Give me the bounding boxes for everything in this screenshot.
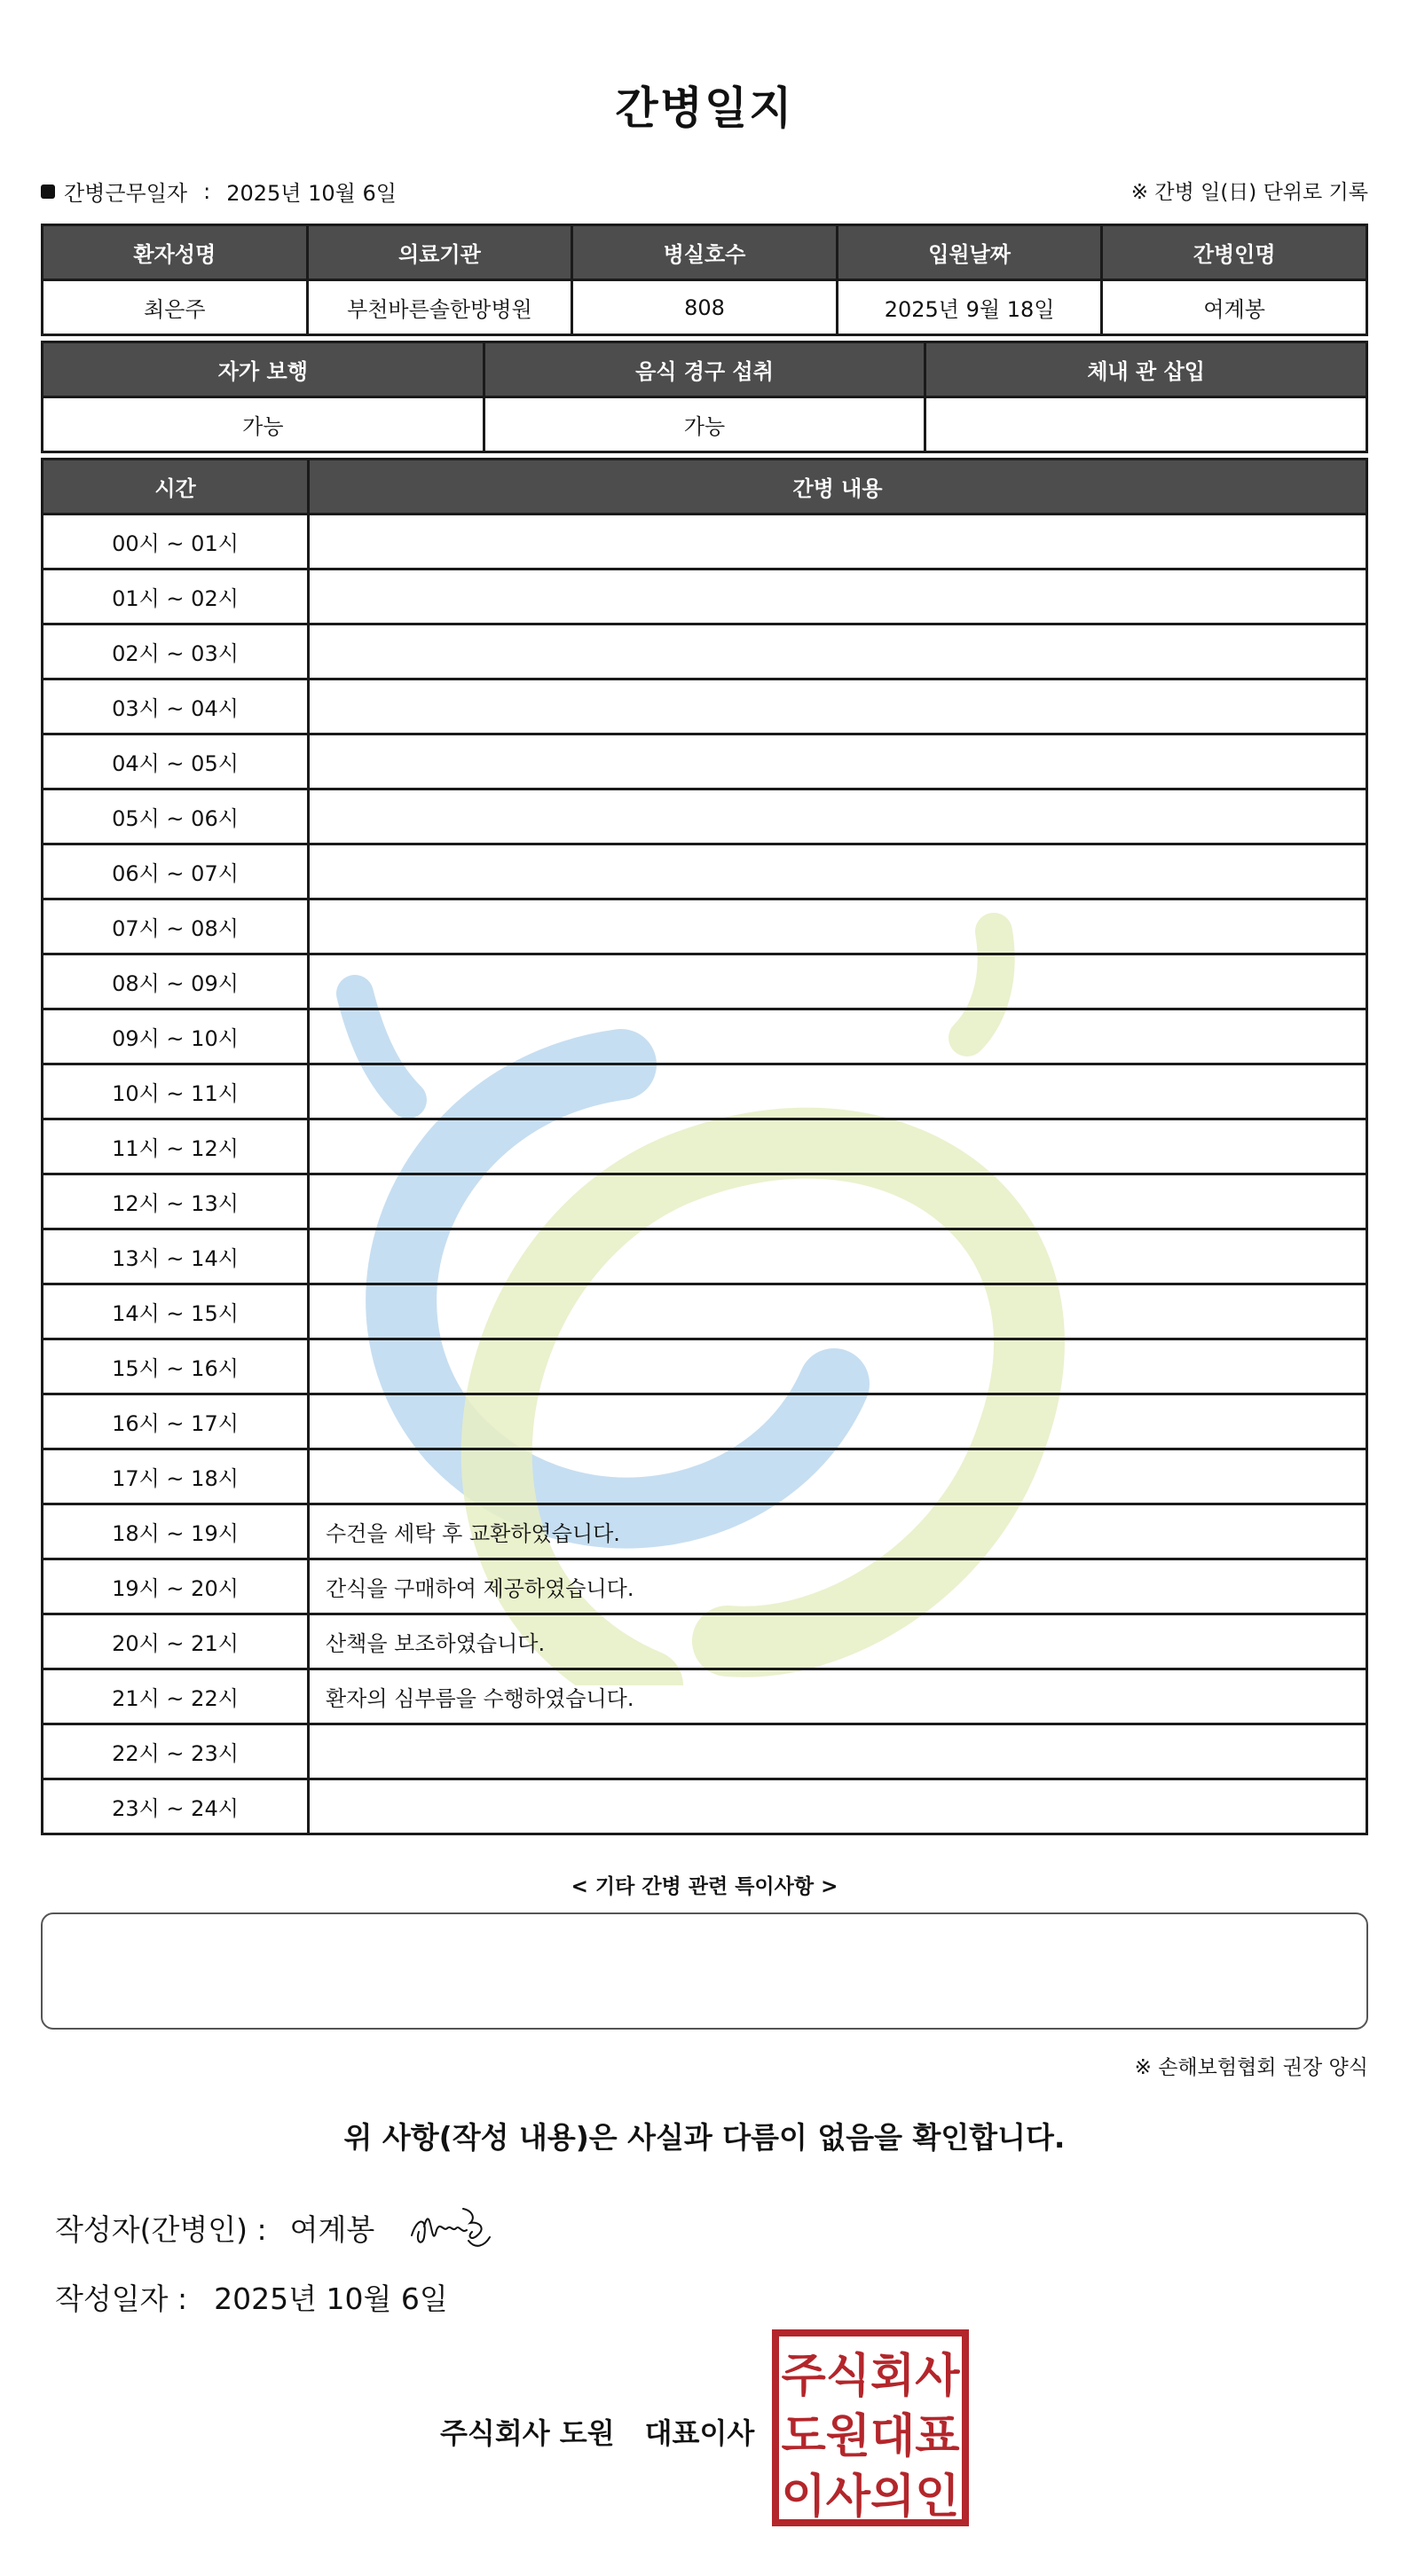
log-time: 06시 ~ 07시 [43,844,309,899]
log-row [43,1779,1367,1834]
patient-info-table [41,224,1368,336]
log-time: 23시 ~ 24시 [43,1779,309,1834]
log-content: 산책을 보조하였습니다. [309,1614,1367,1669]
log-row [43,624,1367,679]
svg-text:이사의인: 이사의인 [781,2470,960,2524]
bullet-square-icon [41,185,55,199]
notes-title: < 기타 간병 관련 특이사항 > [571,1875,838,1898]
handwritten-signature [405,2191,502,2262]
write-date-label: 작성일자 : [55,2281,188,2316]
log-content [309,679,1367,734]
log-content [309,954,1367,1009]
header-caregiver-name: 간병인명 [1102,225,1367,280]
log-row [43,1559,1367,1614]
log-row [43,1449,1367,1504]
work-date-separator: : [203,178,211,204]
log-content [309,1394,1367,1449]
header-care-content: 간병 내용 [309,459,1367,514]
log-content: 환자의 심부름을 수행하였습니다. [309,1669,1367,1724]
patient-name: 최은주 [43,280,308,335]
log-time: 08시 ~ 09시 [43,954,309,1009]
writer-name: 여계봉 [289,2212,375,2247]
log-row [43,844,1367,899]
log-content [309,1174,1367,1229]
log-time: 09시 ~ 10시 [43,1009,309,1064]
log-content [309,1119,1367,1174]
special-notes-box [41,1912,1368,2030]
log-row [43,1174,1367,1229]
work-date [41,176,397,207]
log-time: 20시 ~ 21시 [43,1614,309,1669]
log-time: 12시 ~ 13시 [43,1174,309,1229]
log-row [43,1119,1367,1174]
patient-info-header-row [43,225,1367,280]
log-content [309,789,1367,844]
log-row [43,569,1367,624]
header-oral-intake: 음식 경구 섭취 [484,342,925,397]
log-row [43,734,1367,789]
log-time: 21시 ~ 22시 [43,1669,309,1724]
log-time: 14시 ~ 15시 [43,1284,309,1339]
header-self-walking: 자가 보행 [43,342,484,397]
log-content [309,734,1367,789]
log-time: 03시 ~ 04시 [43,679,309,734]
svg-text:주식회사: 주식회사 [781,2350,960,2403]
document-title: 간병일지 [615,82,794,134]
log-time: 11시 ~ 12시 [43,1119,309,1174]
write-date-value: 2025년 10월 6일 [214,2281,448,2316]
header-admission-date: 입원날짜 [837,225,1102,280]
log-row [43,1009,1367,1064]
log-time: 13시 ~ 14시 [43,1229,309,1284]
log-row [43,1614,1367,1669]
log-content: 수건을 세탁 후 교환하였습니다. [309,1504,1367,1559]
log-row [43,1339,1367,1394]
log-content [309,1724,1367,1779]
log-time: 04시 ~ 05시 [43,734,309,789]
log-content [309,1064,1367,1119]
institution: 부천바른솔한방병원 [307,280,572,335]
log-time: 22시 ~ 23시 [43,1724,309,1779]
log-row [43,1394,1367,1449]
log-row [43,789,1367,844]
log-content [309,569,1367,624]
log-time: 01시 ~ 02시 [43,569,309,624]
log-row [43,1229,1367,1284]
room-number: 808 [572,280,838,335]
header-patient-name: 환자성명 [43,225,308,280]
log-time: 05시 ~ 06시 [43,789,309,844]
company-line [440,2411,754,2452]
log-row [43,899,1367,954]
company-seal-stamp [770,2328,971,2528]
writer-label: 작성자(간병인) : [55,2212,267,2247]
company-name: 주식회사 도원 [440,2416,615,2450]
log-row [43,954,1367,1009]
log-content: 간식을 구매하여 제공하였습니다. [309,1559,1367,1614]
log-time: 15시 ~ 16시 [43,1339,309,1394]
caregiver-name: 여계봉 [1102,280,1367,335]
log-content [309,1779,1367,1834]
status-header-row [43,342,1367,397]
header-institution: 의료기관 [307,225,572,280]
header-tube-insertion: 체내 관 삽입 [925,342,1367,397]
log-time: 18시 ~ 19시 [43,1504,309,1559]
log-content [309,1284,1367,1339]
status-value-row [43,397,1367,452]
log-content [309,844,1367,899]
meta-row [41,176,1368,208]
admission-date: 2025년 9월 18일 [837,280,1102,335]
log-content [309,899,1367,954]
log-content [309,1339,1367,1394]
confirmation-statement: 위 사항(작성 내용)은 사실과 다름이 없음을 확인합니다. [343,2120,1066,2155]
log-time: 17시 ~ 18시 [43,1449,309,1504]
daily-record-note: ※ 간병 일(日) 단위로 기록 [1130,181,1368,204]
log-time: 02시 ~ 03시 [43,624,309,679]
work-date-value: 2025년 10월 6일 [226,181,397,206]
log-time: 16시 ~ 17시 [43,1394,309,1449]
log-content [309,514,1367,569]
log-content [309,1009,1367,1064]
writer-line [55,2207,374,2249]
tube-insertion-value [925,397,1367,452]
log-row [43,1669,1367,1724]
self-walking-value: 가능 [43,397,484,452]
company-ceo-title: 대표이사 [644,2416,755,2450]
log-time: 00시 ~ 01시 [43,514,309,569]
log-row [43,514,1367,569]
hourly-care-log-table [41,458,1368,1835]
recommended-form-note: ※ 손해보험협회 권장 양식 [1134,2056,1368,2079]
log-row [43,679,1367,734]
log-content [309,1229,1367,1284]
log-row [43,1064,1367,1119]
oral-intake-value: 가능 [484,397,925,452]
log-row [43,1724,1367,1779]
log-time: 10시 ~ 11시 [43,1064,309,1119]
patient-info-value-row [43,280,1367,335]
log-body [43,514,1367,1834]
log-row [43,1284,1367,1339]
header-room-number: 병실호수 [572,225,838,280]
write-date-line [55,2276,448,2318]
header-time: 시간 [43,459,309,514]
log-row [43,1504,1367,1559]
log-content [309,1449,1367,1504]
log-header-row [43,459,1367,514]
svg-text:도원대표: 도원대표 [781,2410,960,2463]
patient-status-table [41,341,1368,453]
log-content [309,624,1367,679]
log-time: 07시 ~ 08시 [43,899,309,954]
log-time: 19시 ~ 20시 [43,1559,309,1614]
work-date-label: 간병근무일자 [64,181,188,206]
